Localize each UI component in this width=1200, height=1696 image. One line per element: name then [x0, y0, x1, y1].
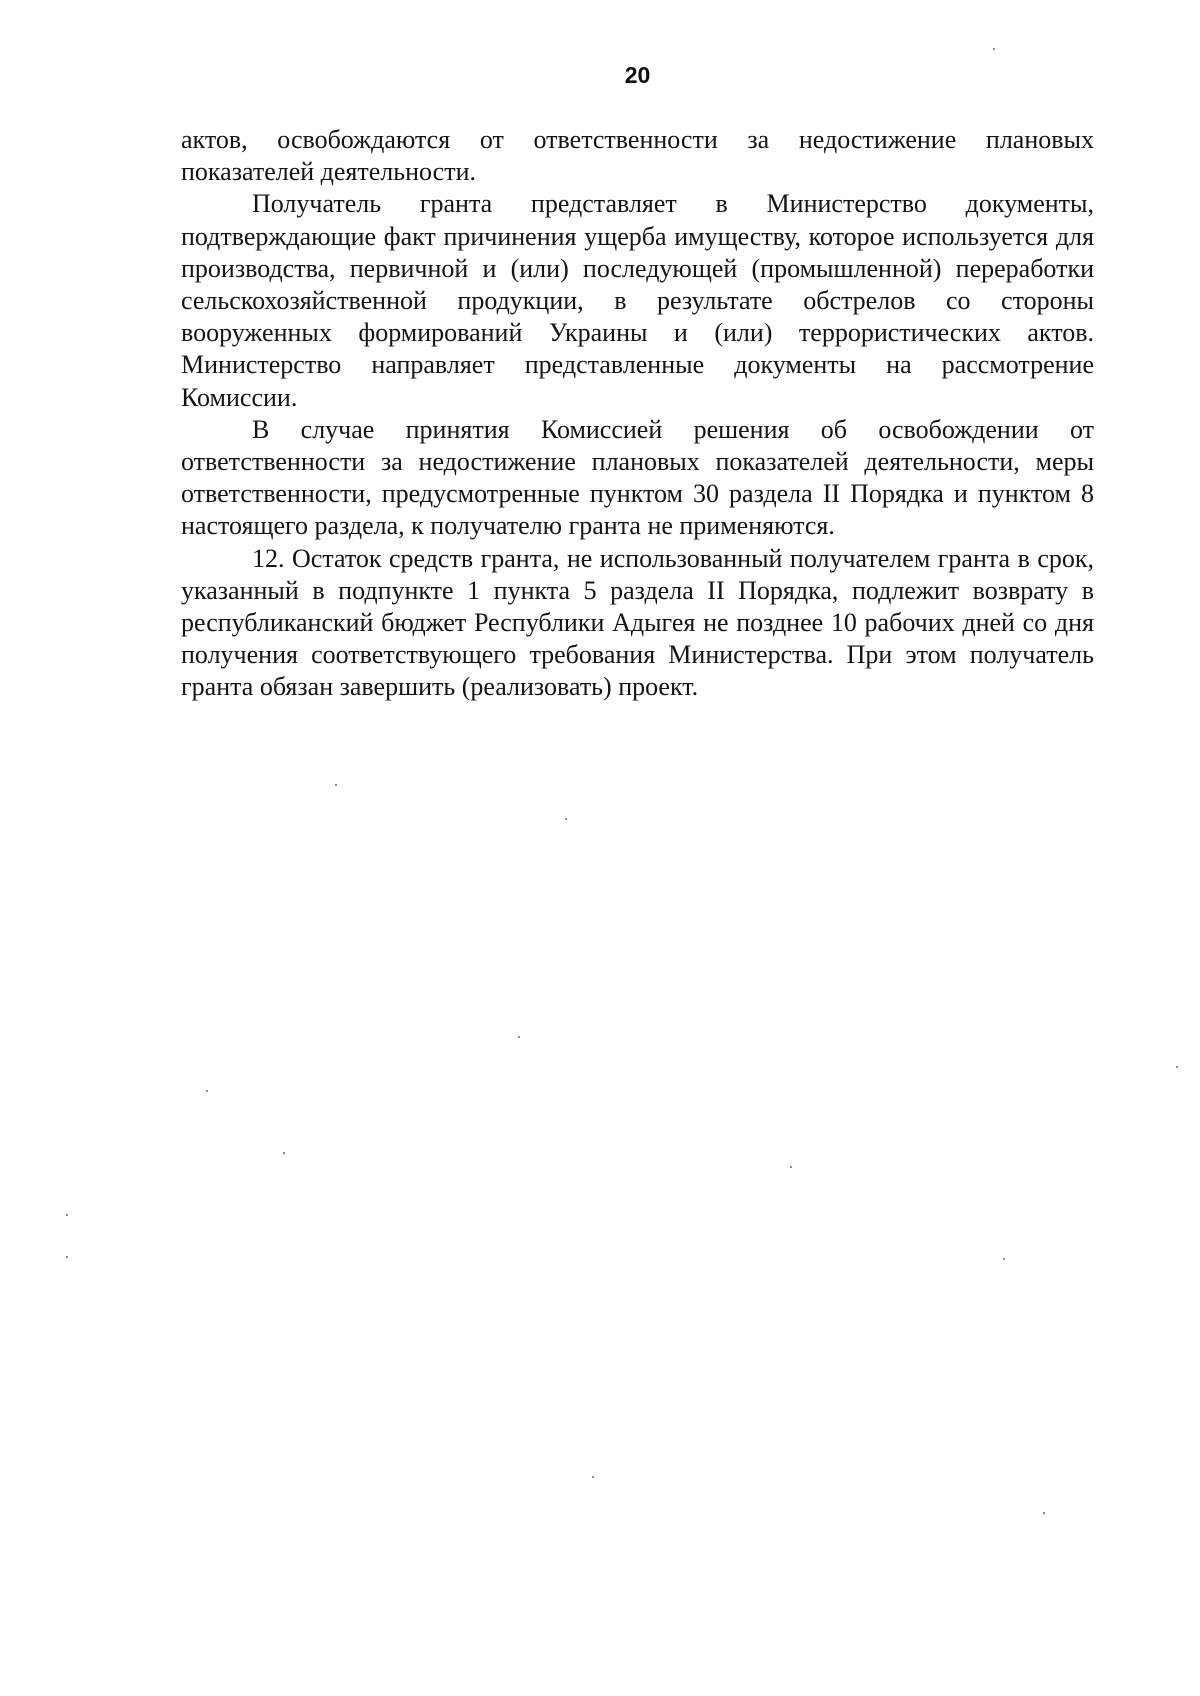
paragraph-item-12: 12. Остаток средств гранта, не использованный получателем гранта в срок, указанный в подпункте 1 пункта 5 раздела II Порядка, подлежит возврату в республиканский бюджет Республики Адыгея не позднее 10 рабочих дней со дня получения соответствующего требования Министерства. При этом получатель гранта обязан завершить (реализовать) проект. — [181, 543, 1094, 702]
scan-speck — [66, 1214, 68, 1216]
scan-speck — [790, 1166, 792, 1168]
paragraph-damage-documents: Получатель гранта представляет в Министерство документы, подтверждающие факт причинения ущерба имуществу, которое используется для производства, первичной и (или) последующей (промышленной) переработки сельскохозяйственной продукции, в результате обстрелов со стороны вооруженных формирований Украины и (или) террористических актов. Министерство направляет представленные документы на рассмотрение Комиссии. — [181, 189, 1094, 412]
scan-speck — [1176, 1066, 1178, 1068]
paragraph-commission-decision: В случае принятия Комиссией решения об освобождении от ответственности за недостижение плановых показателей деятельности, меры ответственности, предусмотренные пунктом 30 раздела II Порядка и пунктом 8 настоящего раздела, к получателю гранта не применяются. — [181, 414, 1094, 541]
scan-speck — [565, 818, 567, 820]
scan-speck — [206, 1090, 208, 1092]
scan-speck — [335, 784, 337, 786]
scan-speck — [1043, 1512, 1045, 1514]
page-number: 20 — [624, 62, 651, 88]
scan-speck — [993, 48, 995, 50]
scan-speck — [283, 1152, 285, 1154]
paragraph-continuation: актов, освобождаются от ответственности за недостижение плановых показателей деятельности. — [181, 125, 1094, 187]
scan-speck — [66, 1256, 68, 1258]
document-body — [181, 124, 1094, 704]
scan-speck — [518, 1036, 520, 1038]
scan-speck — [1003, 1258, 1005, 1260]
scan-speck — [592, 1476, 594, 1478]
